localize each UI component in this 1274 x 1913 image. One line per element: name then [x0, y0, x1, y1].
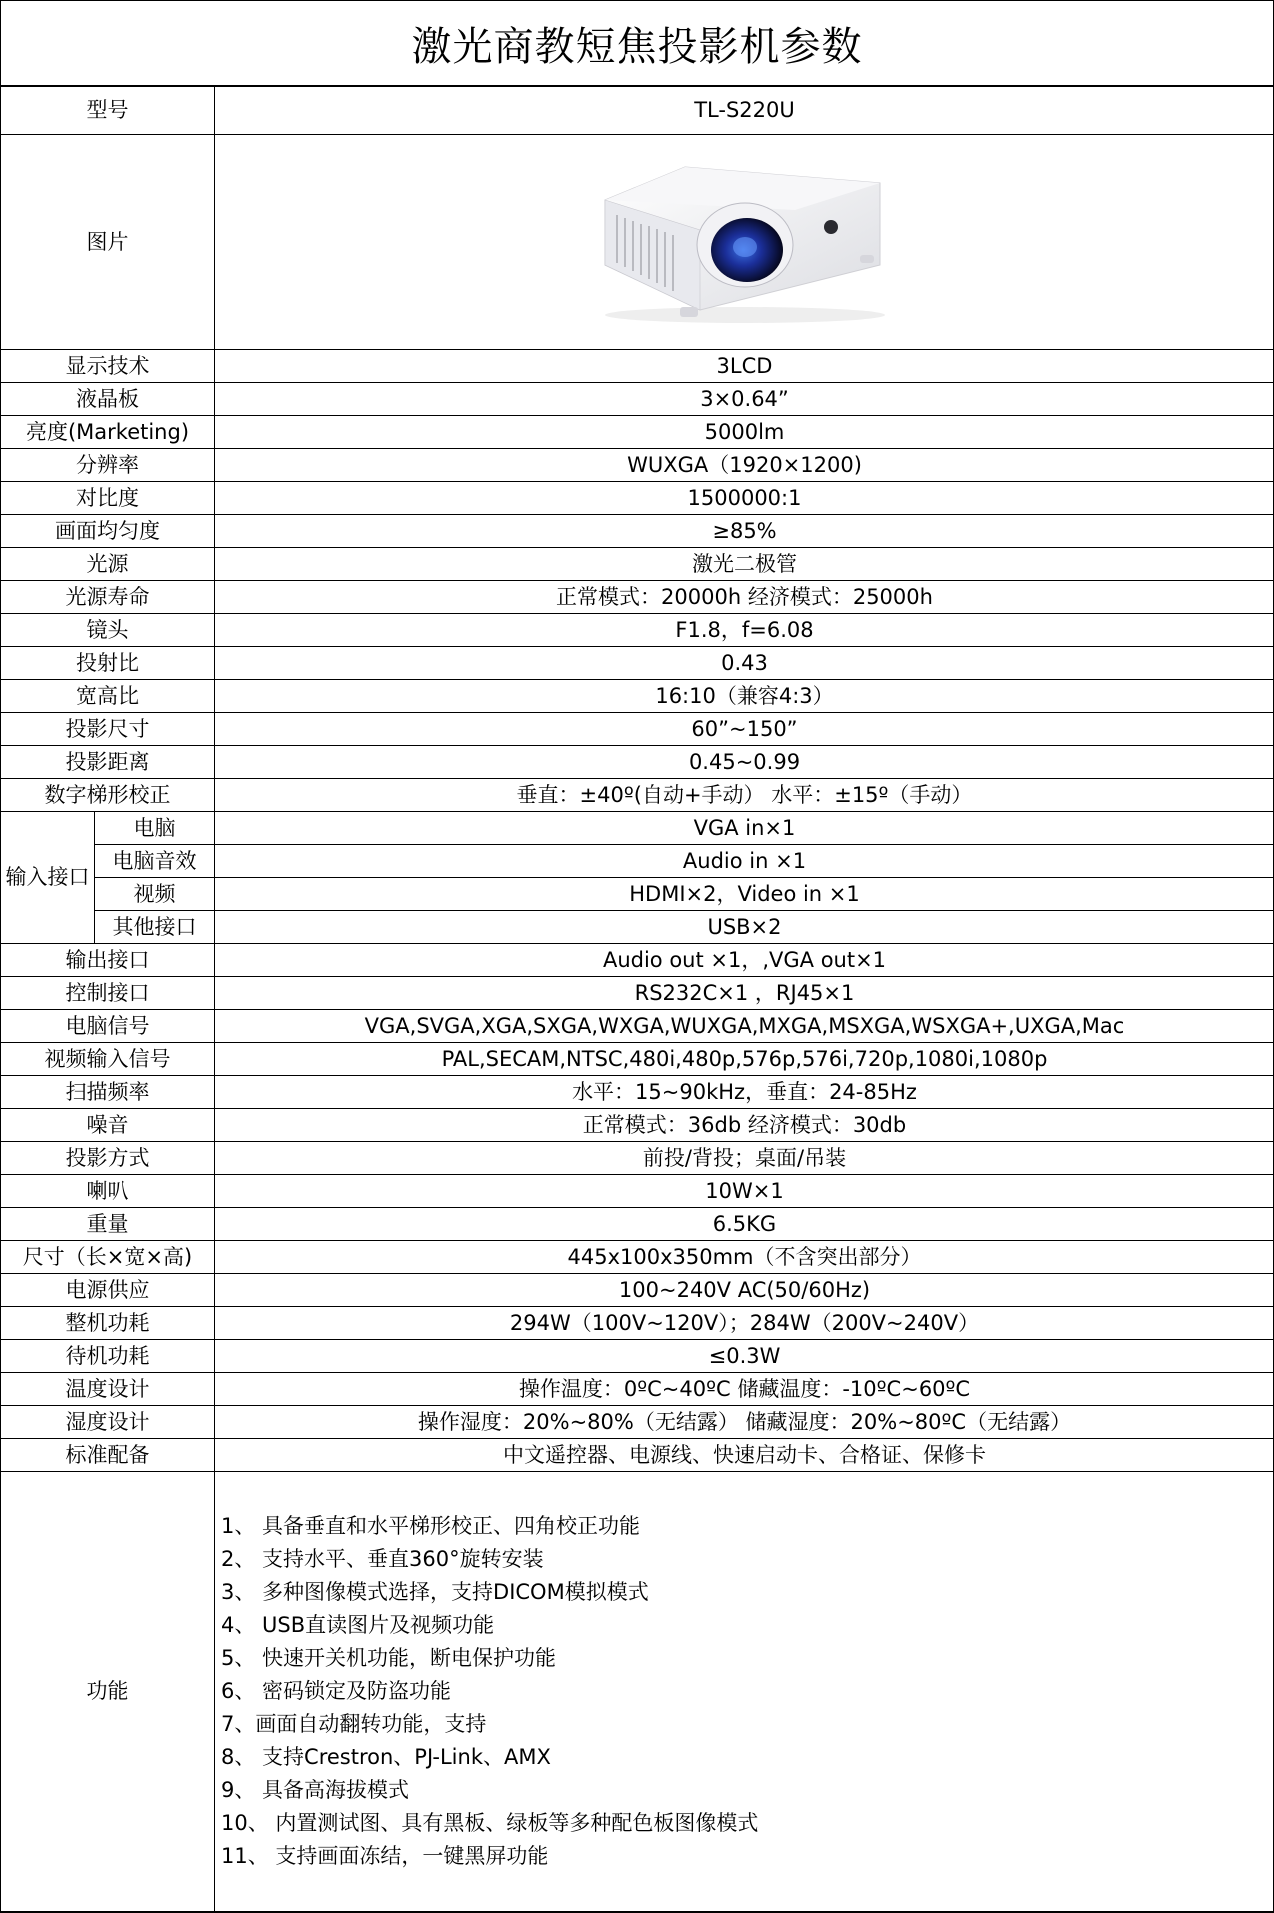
spec-value: VGA,SVGA,XGA,SXGA,WXGA,WUXGA,MXGA,MSXGA,WSXGA+,UXGA,Mac: [215, 1010, 1274, 1043]
spec-row: [1, 416, 1274, 449]
spec-value: PAL,SECAM,NTSC,480i,480p,576p,576i,720p,1080i,1080p: [215, 1043, 1274, 1076]
spec-label: 标准配备: [1, 1439, 215, 1472]
spec-row: [1, 515, 1274, 548]
feature-item: 9、 具备高海拔模式: [221, 1778, 410, 1802]
spec-row: [1, 482, 1274, 515]
model-value: TL-S220U: [215, 87, 1274, 135]
spec-value: 操作温度：0ºC~40ºC 储藏温度：-10ºC~60ºC: [215, 1373, 1274, 1406]
spec-label: 光源: [1, 548, 215, 581]
spec-label: 分辨率: [1, 449, 215, 482]
feature-item: 10、 内置测试图、具有黑板、绿板等多种配色板图像模式: [221, 1811, 759, 1835]
spec-label: 输出接口: [1, 944, 215, 977]
spec-row: [1, 1109, 1274, 1142]
spec-label: 待机功耗: [1, 1340, 215, 1373]
spec-label: 显示技术: [1, 350, 215, 383]
spec-row: [1, 1406, 1274, 1439]
spec-row: [1, 1340, 1274, 1373]
model-label: 型号: [1, 87, 215, 135]
spec-label: 电脑信号: [1, 1010, 215, 1043]
input-sublabel: 电脑音效: [95, 845, 215, 878]
spec-label: 扫描频率: [1, 1076, 215, 1109]
spec-value: F1.8，f=6.08: [215, 614, 1274, 647]
spec-table: [0, 86, 1274, 1912]
spec-label: 亮度(Marketing): [1, 416, 215, 449]
spec-value: 中文遥控器、电源线、快速启动卡、合格证、保修卡: [215, 1439, 1274, 1472]
picture-row: [1, 135, 1274, 350]
feature-item: 4、 USB直读图片及视频功能: [221, 1613, 495, 1637]
spec-row: [1, 1274, 1274, 1307]
spec-value: 6.5KG: [215, 1208, 1274, 1241]
spec-value: 60”~150”: [215, 713, 1274, 746]
features-list: [215, 1510, 758, 1873]
input-value: VGA in×1: [215, 812, 1274, 845]
spec-value: 操作湿度：20%~80%（无结露） 储藏湿度：20%~80ºC（无结露）: [215, 1406, 1274, 1439]
input-value: HDMI×2，Video in ×1: [215, 878, 1274, 911]
spec-value: 垂直：±40º(自动+手动） 水平：±15º（手动）: [215, 779, 1274, 812]
input-sublabel: 电脑: [95, 812, 215, 845]
spec-row: [1, 1241, 1274, 1274]
feature-item: 7、画面自动翻转功能，支持: [221, 1712, 487, 1736]
spec-label: 镜头: [1, 614, 215, 647]
spec-row: [1, 1439, 1274, 1472]
feature-item: 6、 密码锁定及防盗功能: [221, 1679, 452, 1703]
input-value: USB×2: [215, 911, 1274, 944]
spec-row: [1, 1175, 1274, 1208]
spec-row: [1, 779, 1274, 812]
spec-label: 数字梯形校正: [1, 779, 215, 812]
spec-row: [1, 647, 1274, 680]
features-cell: [215, 1472, 1274, 1912]
spec-value: 3×0.64”: [215, 383, 1274, 416]
feature-item: 3、 多种图像模式选择，支持DICOM模拟模式: [221, 1580, 649, 1604]
spec-label: 画面均匀度: [1, 515, 215, 548]
feature-item: 2、 支持水平、垂直360°旋转安装: [221, 1547, 544, 1571]
spec-row: [1, 1373, 1274, 1406]
spec-value: 100~240V AC(50/60Hz): [215, 1274, 1274, 1307]
picture-label: 图片: [1, 135, 215, 350]
spec-value: 正常模式：20000h 经济模式：25000h: [215, 581, 1274, 614]
spec-row: [1, 548, 1274, 581]
input-group-label: 输入接口: [1, 812, 95, 944]
spec-row: [1, 746, 1274, 779]
projector-image: [595, 155, 895, 330]
spec-value: 0.43: [215, 647, 1274, 680]
feature-item: 5、 快速开关机功能，断电保护功能: [221, 1646, 557, 1670]
spec-value: 10W×1: [215, 1175, 1274, 1208]
spec-value: 1500000:1: [215, 482, 1274, 515]
spec-value: 水平：15~90kHz，垂直：24-85Hz: [215, 1076, 1274, 1109]
spec-label: 投射比: [1, 647, 215, 680]
spec-row: [1, 1043, 1274, 1076]
features-label: 功能: [1, 1472, 215, 1912]
spec-row: [1, 1307, 1274, 1340]
spec-label: 电源供应: [1, 1274, 215, 1307]
spec-row: [1, 1010, 1274, 1043]
spec-value: ≤0.3W: [215, 1340, 1274, 1373]
input-row: [1, 878, 1274, 911]
spec-row: [1, 977, 1274, 1010]
spec-label: 宽高比: [1, 680, 215, 713]
spec-value: 0.45~0.99: [215, 746, 1274, 779]
spec-row: [1, 1076, 1274, 1109]
spec-value: 3LCD: [215, 350, 1274, 383]
spec-label: 光源寿命: [1, 581, 215, 614]
spec-value: ≥85%: [215, 515, 1274, 548]
feature-item: 1、 具备垂直和水平梯形校正、四角校正功能: [221, 1514, 641, 1538]
spec-label: 投影方式: [1, 1142, 215, 1175]
spec-value: 前投/背投；桌面/吊装: [215, 1142, 1274, 1175]
spec-label: 温度设计: [1, 1373, 215, 1406]
spec-value: RS232C×1 ，RJ45×1: [215, 977, 1274, 1010]
feature-item: 8、 支持Crestron、PJ-Link、AMX: [221, 1745, 551, 1769]
page-title: 激光商教短焦投影机参数: [1, 1, 1273, 86]
spec-value: WUXGA（1920×1200): [215, 449, 1274, 482]
spec-value: 正常模式：36db 经济模式：30db: [215, 1109, 1274, 1142]
input-sublabel: 视频: [95, 878, 215, 911]
spec-label: 液晶板: [1, 383, 215, 416]
feature-item: 11、 支持画面冻结，一键黑屏功能: [221, 1844, 549, 1868]
spec-label: 噪音: [1, 1109, 215, 1142]
picture-cell: [215, 135, 1274, 350]
spec-row: [1, 680, 1274, 713]
input-row: [1, 845, 1274, 878]
spec-value: 16:10（兼容4:3）: [215, 680, 1274, 713]
spec-value: 激光二极管: [215, 548, 1274, 581]
spec-value: Audio out ×1，,VGA out×1: [215, 944, 1274, 977]
spec-row: [1, 449, 1274, 482]
spec-label: 控制接口: [1, 977, 215, 1010]
spec-row: [1, 581, 1274, 614]
spec-label: 重量: [1, 1208, 215, 1241]
input-row: [1, 812, 1274, 845]
spec-row: [1, 383, 1274, 416]
spec-value: 445x100x350mm（不含突出部分）: [215, 1241, 1274, 1274]
features-row: [1, 1472, 1274, 1912]
spec-label: 尺寸（长×宽×高): [1, 1241, 215, 1274]
spec-value: 5000lm: [215, 416, 1274, 449]
spec-label: 整机功耗: [1, 1307, 215, 1340]
spec-row: [1, 614, 1274, 647]
spec-value: 294W（100V~120V）；284W（200V~240V）: [215, 1307, 1274, 1340]
spec-row: [1, 1142, 1274, 1175]
spec-label: 视频输入信号: [1, 1043, 215, 1076]
spec-label: 湿度设计: [1, 1406, 215, 1439]
spec-label: 投影距离: [1, 746, 215, 779]
input-value: Audio in ×1: [215, 845, 1274, 878]
spec-row: [1, 944, 1274, 977]
spec-label: 对比度: [1, 482, 215, 515]
spec-row: [1, 1208, 1274, 1241]
input-sublabel: 其他接口: [95, 911, 215, 944]
spec-label: 喇叭: [1, 1175, 215, 1208]
model-row: [1, 87, 1274, 135]
input-row: [1, 911, 1274, 944]
spec-label: 投影尺寸: [1, 713, 215, 746]
spec-row: [1, 713, 1274, 746]
spec-row: [1, 350, 1274, 383]
